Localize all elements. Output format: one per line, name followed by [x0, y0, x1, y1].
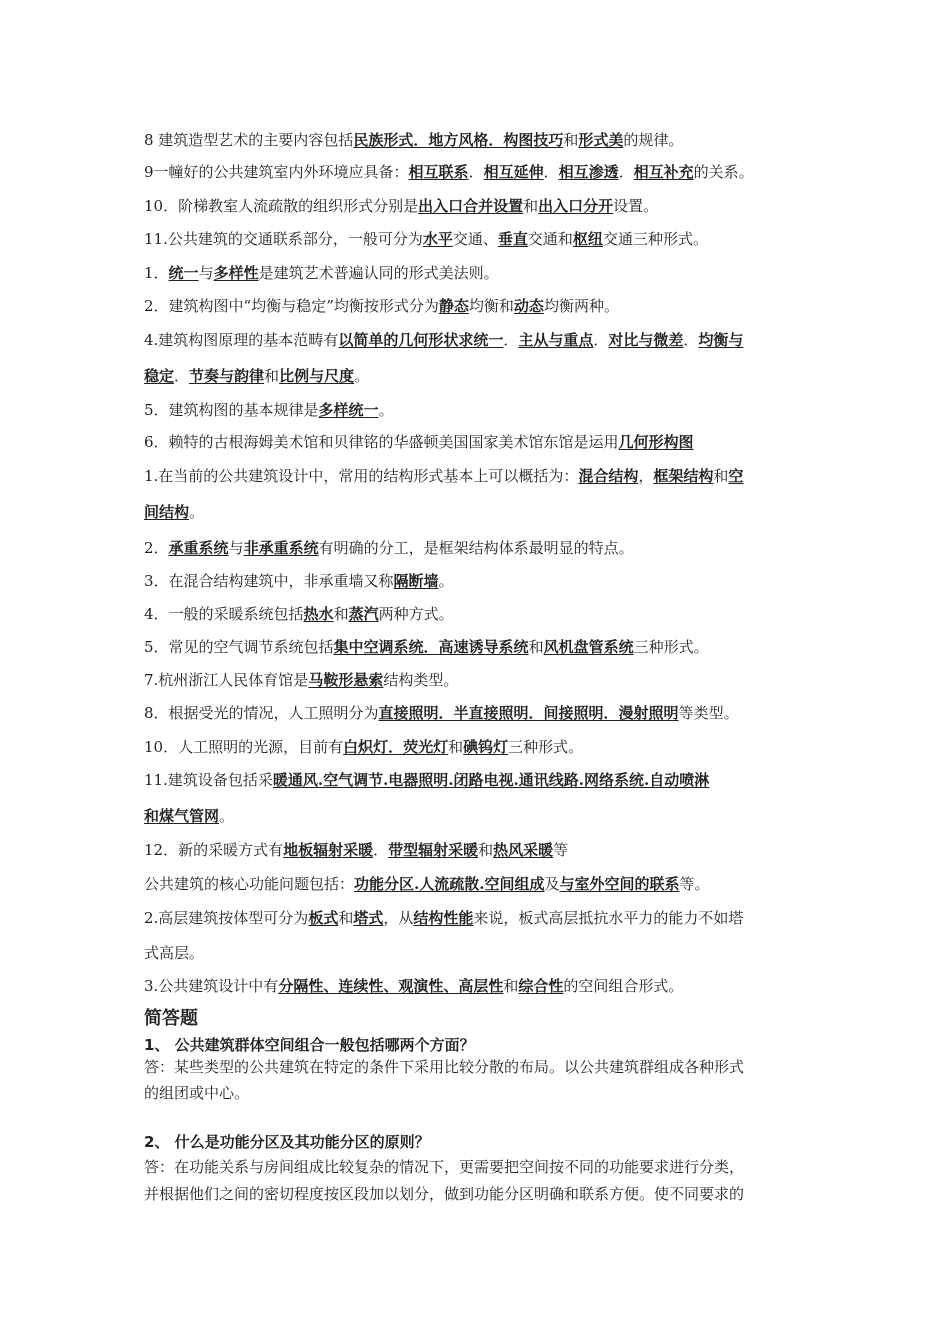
answer-blank: 带型辐射采暖 — [388, 841, 479, 859]
line-text: 交通和 — [527, 230, 573, 248]
line-text: 8．根据受光的情况，人工照明分为 — [144, 704, 379, 722]
line-text: 。 — [219, 807, 235, 825]
line-text: 和 — [523, 197, 539, 215]
line-text: 三种形式。 — [508, 738, 584, 756]
answer-blank: 间结构 — [144, 503, 190, 521]
line-text: 有明确的分工，是框架结构体系最明显的特点。 — [318, 539, 634, 557]
line-text: 结构类型。 — [383, 671, 459, 689]
line-text: 11.建筑设备包括采 — [144, 771, 273, 789]
text-line — [144, 432, 824, 452]
answer-blank: 承重系统 — [168, 539, 229, 557]
line-text: 等。 — [679, 875, 710, 893]
line-text: 。 — [189, 503, 205, 521]
line-text: 及 — [544, 875, 560, 893]
text-line — [144, 806, 824, 826]
answer-blank: 风机盘管系统 — [543, 638, 634, 656]
text-line — [144, 263, 824, 283]
line-text: 10．阶梯教室人流疏散的组织形式分别是 — [144, 197, 419, 215]
text-line — [144, 908, 824, 928]
text-line — [144, 538, 824, 558]
line-text: 3.公共建筑设计中有 — [144, 977, 279, 995]
line-text: 均衡和 — [468, 297, 514, 315]
line-text: 和 — [264, 367, 280, 385]
answer-blank: 空 — [728, 467, 744, 485]
line-text: ． — [683, 331, 699, 349]
answer-blank: 形式美 — [578, 131, 624, 149]
line-text: 式高层。 — [144, 944, 205, 962]
text-line — [144, 466, 824, 486]
answer-blank: 节奏与韵律 — [189, 367, 265, 385]
line-text: 来说，板式高层抵抗水平力的能力不如塔 — [473, 909, 744, 927]
line-text: 2．建筑构图中“均衡与稳定”均衡按形式分为 — [144, 297, 439, 315]
line-text: 等类型。 — [678, 704, 739, 722]
question-2-answer-line-2: 并根据他们之间的密切程度按区段加以划分，做到功能分区明确和联系方便。使不同要求的 — [144, 1185, 745, 1203]
question-1-title: 1、 公共建筑群体空间组合一般包括哪两个方面？ — [144, 1036, 475, 1054]
answer-blank: 碘钨灯 — [463, 738, 509, 756]
text-line — [144, 703, 824, 723]
line-text: 1.在当前的公共建筑设计中，常用的结构形式基本上可以概括为： — [144, 467, 579, 485]
answer-blank: 相互联系 — [408, 163, 469, 181]
answer-blank: 暖通风.空气调节.电器照明.闭路电视.通讯线路.网络系统.自动喷淋 — [272, 771, 710, 789]
text-line — [144, 502, 824, 522]
answer-blank: 比例与尺度 — [279, 367, 355, 385]
text-line — [144, 874, 824, 894]
answer-blank: 功能分区.人流疏散.空间组成 — [354, 875, 545, 893]
line-text: 和 — [528, 638, 544, 656]
answer-blank: 马鞍形悬索 — [308, 671, 384, 689]
text-line — [144, 330, 824, 350]
line-text: 设置。 — [613, 197, 659, 215]
line-text: 和 — [338, 909, 354, 927]
line-text: 三种形式。 — [633, 638, 709, 656]
answer-blank: 蒸汽 — [348, 605, 379, 623]
answer-blank: 垂直 — [497, 230, 528, 248]
line-text: ． — [503, 331, 519, 349]
line-text: 两种方式。 — [378, 605, 454, 623]
answer-blank: 与室外空间的联系 — [559, 875, 680, 893]
line-text: 的规律。 — [623, 131, 684, 149]
section-heading: 简答题 — [144, 1008, 198, 1029]
line-text: ． — [468, 163, 484, 181]
line-text: 2． — [144, 539, 169, 557]
answer-blank: 出入口分开 — [538, 197, 614, 215]
line-text: 7.杭州浙江人民体育馆是 — [144, 671, 309, 689]
line-text: 交通三种形式。 — [602, 230, 708, 248]
text-line — [144, 770, 824, 790]
answer-blank: 非承重系统 — [243, 539, 319, 557]
line-text: 6．赖特的古根海姆美术馆和贝律铭的华盛顿美国国家美术馆东馆是运用 — [144, 433, 619, 451]
answer-blank: 稳定 — [144, 367, 175, 385]
text-line — [144, 943, 824, 963]
answer-blank: 动态 — [513, 297, 544, 315]
line-text: ． — [373, 841, 389, 859]
answer-blank: 热水 — [303, 605, 334, 623]
answer-blank: 统一 — [168, 264, 199, 282]
line-text: 和 — [333, 605, 349, 623]
line-text: 10．人工照明的光源，目前有 — [144, 738, 344, 756]
answer-blank: 隔断墙 — [393, 572, 439, 590]
text-line — [144, 130, 824, 150]
answer-blank: 水平 — [422, 230, 453, 248]
line-text: 等 — [553, 841, 569, 859]
line-text: 交通、 — [452, 230, 498, 248]
answer-blank: 相互渗透 — [558, 163, 619, 181]
answer-blank: 集中空调系统．高速诱导系统 — [333, 638, 529, 656]
line-text: 3．在混合结构建筑中，非承重墙又称 — [144, 572, 394, 590]
answer-blank: 分隔性、连续性、观演性、高层性 — [278, 977, 504, 995]
line-text: ，从 — [383, 909, 414, 927]
answer-blank: 白炽灯．荧光灯 — [343, 738, 449, 756]
line-text: 和 — [503, 977, 519, 995]
answer-blank: 热风采暖 — [493, 841, 554, 859]
answer-blank: 框架结构 — [653, 467, 714, 485]
line-text: ， — [638, 467, 654, 485]
text-line — [144, 571, 824, 591]
text-line — [144, 604, 824, 624]
line-text: 的关系。 — [693, 163, 754, 181]
text-line — [144, 840, 824, 860]
line-text: 是建筑艺术普遍认同的形式美法则。 — [258, 264, 499, 282]
line-text: ． — [593, 331, 609, 349]
answer-blank: 以简单的几何形状求统一 — [338, 331, 504, 349]
answer-blank: 几何形构图 — [618, 433, 694, 451]
line-text: 。 — [354, 367, 370, 385]
line-text: ． — [543, 163, 559, 181]
answer-blank: 综合性 — [518, 977, 564, 995]
answer-blank: 静态 — [438, 297, 469, 315]
text-line — [144, 400, 824, 420]
line-text: 。 — [438, 572, 454, 590]
line-text: 和 — [713, 467, 729, 485]
answer-blank: 直接照明．半直接照明．间接照明．漫射照明 — [378, 704, 679, 722]
line-text: ． — [174, 367, 190, 385]
line-text: 和 — [478, 841, 494, 859]
question-1-answer-line-2: 的组团或中心。 — [144, 1084, 250, 1102]
line-text: 4．一般的采暖系统包括 — [144, 605, 304, 623]
line-text: 8 建筑造型艺术的主要内容包括 — [144, 131, 354, 149]
line-text: 11.公共建筑的交通联系部分，一般可分为 — [144, 230, 423, 248]
answer-blank: 均衡与 — [698, 331, 744, 349]
answer-blank: 多样性 — [213, 264, 259, 282]
line-text: 与 — [228, 539, 244, 557]
text-line — [144, 366, 824, 386]
text-line — [144, 670, 824, 690]
question-2-title: 2、 什么是功能分区及其功能分区的原则？ — [144, 1133, 430, 1151]
line-text: ． — [618, 163, 634, 181]
text-line — [144, 976, 824, 996]
answer-blank: 和煤气管网 — [144, 807, 220, 825]
line-text: 9一幢好的公共建筑室内外环境应具备： — [144, 163, 409, 181]
answer-blank: 对比与微差 — [608, 331, 684, 349]
question-2-answer-line-1: 答：在功能关系与房间组成比较复杂的情况下，更需要把空间按不同的功能要求进行分类， — [144, 1158, 745, 1176]
line-text: 和 — [563, 131, 579, 149]
line-text: 公共建筑的核心功能问题包括： — [144, 875, 355, 893]
line-text: 12．新的采暖方式有 — [144, 841, 284, 859]
answer-blank: 出入口合并设置 — [418, 197, 524, 215]
line-text: 5．常见的空气调节系统包括 — [144, 638, 334, 656]
answer-blank: 混合结构 — [578, 467, 639, 485]
answer-blank: 民族形式．地方风格．构图技巧 — [353, 131, 564, 149]
answer-blank: 塔式 — [353, 909, 384, 927]
text-line — [144, 637, 824, 657]
answer-blank: 相互补充 — [633, 163, 694, 181]
line-text: 5．建筑构图的基本规律是 — [144, 401, 319, 419]
text-line — [144, 737, 824, 757]
text-line — [144, 296, 824, 316]
answer-blank: 多样统一 — [318, 401, 379, 419]
answer-blank: 相互延伸 — [483, 163, 544, 181]
text-line — [144, 196, 824, 216]
answer-blank: 地板辐射采暖 — [283, 841, 374, 859]
question-1-answer-line-1: 答：某些类型的公共建筑在特定的条件下采用比较分散的布局。以公共建筑群组成各种形式 — [144, 1058, 745, 1076]
text-line — [144, 162, 824, 182]
answer-blank: 板式 — [308, 909, 339, 927]
answer-blank: 结构性能 — [413, 909, 474, 927]
line-text: 均衡两种。 — [543, 297, 619, 315]
line-text: 。 — [378, 401, 394, 419]
line-text: 4.建筑构图原理的基本范畴有 — [144, 331, 339, 349]
line-text: 与 — [198, 264, 214, 282]
text-line — [144, 229, 824, 249]
line-text: 的空间组合形式。 — [563, 977, 684, 995]
answer-blank: 枢纽 — [572, 230, 603, 248]
line-text: 1． — [144, 264, 169, 282]
line-text: 和 — [448, 738, 464, 756]
answer-blank: 主从与重点 — [518, 331, 594, 349]
line-text: 2.高层建筑按体型可分为 — [144, 909, 309, 927]
